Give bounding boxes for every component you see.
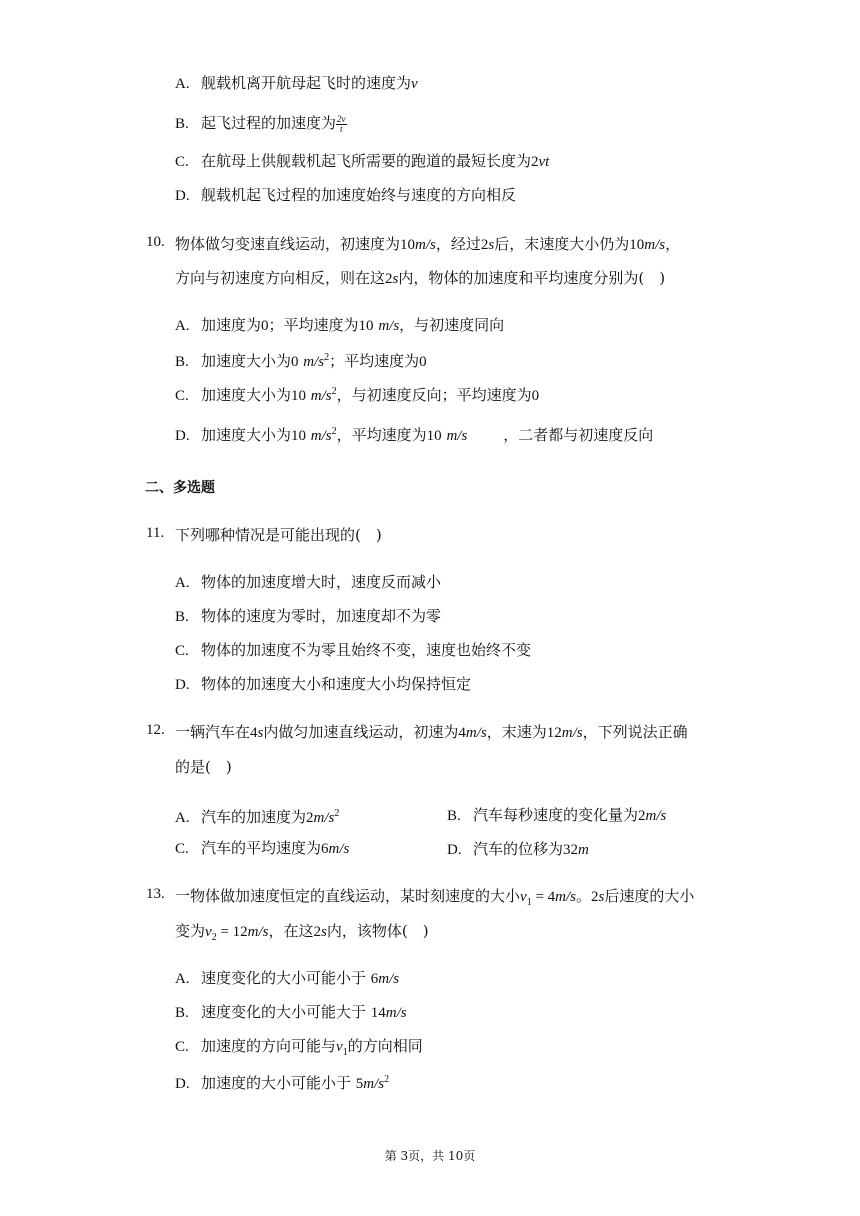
q10-option-c: C. 加速度大小为10 $m/s^2$，与初速度反向；平均速度为0 (175, 386, 540, 404)
q12-option-d: D. 汽车的位移为32m (447, 840, 589, 858)
q12-stem-line2: 的是( ) (175, 758, 232, 776)
q13-option-d: D. 加速度的大小可能小于 $5m/s^2$ (175, 1074, 390, 1092)
q10-stem-line2: 方向与初速度方向相反，则在这2s内，物体的加速度和平均速度分别为( ) (175, 269, 666, 287)
q9-option-a: A. 舰载机离开航母起飞时的速度为v (175, 74, 418, 92)
q13-option-a: A. 速度变化的大小可能小于 6m/s (175, 969, 400, 987)
question-number-13: 13. (146, 886, 165, 902)
q12-stem-line1: 一辆汽车在4s内做匀加速直线运动，初速为4m/s，末速为12m/s，下列说法正确 (175, 723, 688, 741)
q9-option-b: B. 起飞过程的加速度为 $\frac{2v}{t}$ (175, 113, 346, 134)
q12-option-c: C. 汽车的平均速度为6m/s (175, 839, 350, 857)
q11-option-a: A. 物体的加速度增大时，速度反而减小 (175, 573, 442, 591)
q12-option-a: A. 汽车的加速度为$2m/s^2$ (175, 808, 340, 826)
q11-stem: 下列哪种情况是可能出现的( ) (175, 526, 382, 544)
q11-option-b: B. 物体的速度为零时，加速度却不为零 (175, 607, 442, 625)
question-number-11: 11. (146, 525, 165, 541)
question-number-10: 10. (146, 234, 165, 250)
q10-option-d: D. 加速度大小为10 $m/s^2$，平均速度为10 m/s ，二者都与初速度反向 (175, 426, 654, 444)
q9-option-d: D. 舰载机起飞过程的加速度始终与速度的方向相反 (175, 186, 517, 204)
page-footer: 第 3页，共 10页 (384, 1149, 476, 1163)
section-heading-multiple-choice: 二、多选题 (145, 480, 215, 496)
q13-option-b: B. 速度变化的大小可能大于 14m/s (175, 1003, 407, 1021)
q12-option-b: B. 汽车每秒速度的变化量为2m/s (447, 806, 667, 824)
q13-option-c: C. 加速度的方向可能与$v_1$的方向相同 (175, 1037, 423, 1058)
q10-stem-line1: 物体做匀变速直线运动，初速度为10m/s，经过2s后，末速度大小仍为10m/s， (175, 235, 681, 253)
q10-option-a: A. 加速度为0；平均速度为10 m/s，与初速度同向 (175, 316, 505, 334)
question-number-12: 12. (146, 722, 165, 738)
q11-option-d: D. 物体的加速度大小和速度大小均保持恒定 (175, 675, 472, 693)
fraction-2v-over-t: $\frac{2v}{t}$ (337, 113, 346, 134)
q13-stem-line2: 变为$v_2 = 12m/s$，在这2s内，该物体( ) (175, 922, 429, 943)
q11-option-c: C. 物体的加速度不为零且始终不变，速度也始终不变 (175, 641, 532, 659)
q13-stem-line1: 一物体做加速度恒定的直线运动，某时刻速度的大小$v_1 = 4m/s$。2s后速度的大小 (175, 887, 695, 908)
q10-option-b: B. 加速度大小为0 $m/s^2$；平均速度为0 (175, 352, 427, 370)
q9-option-c: C. 在航母上供舰载机起飞所需要的跑道的最短长度为2vt (175, 152, 550, 170)
